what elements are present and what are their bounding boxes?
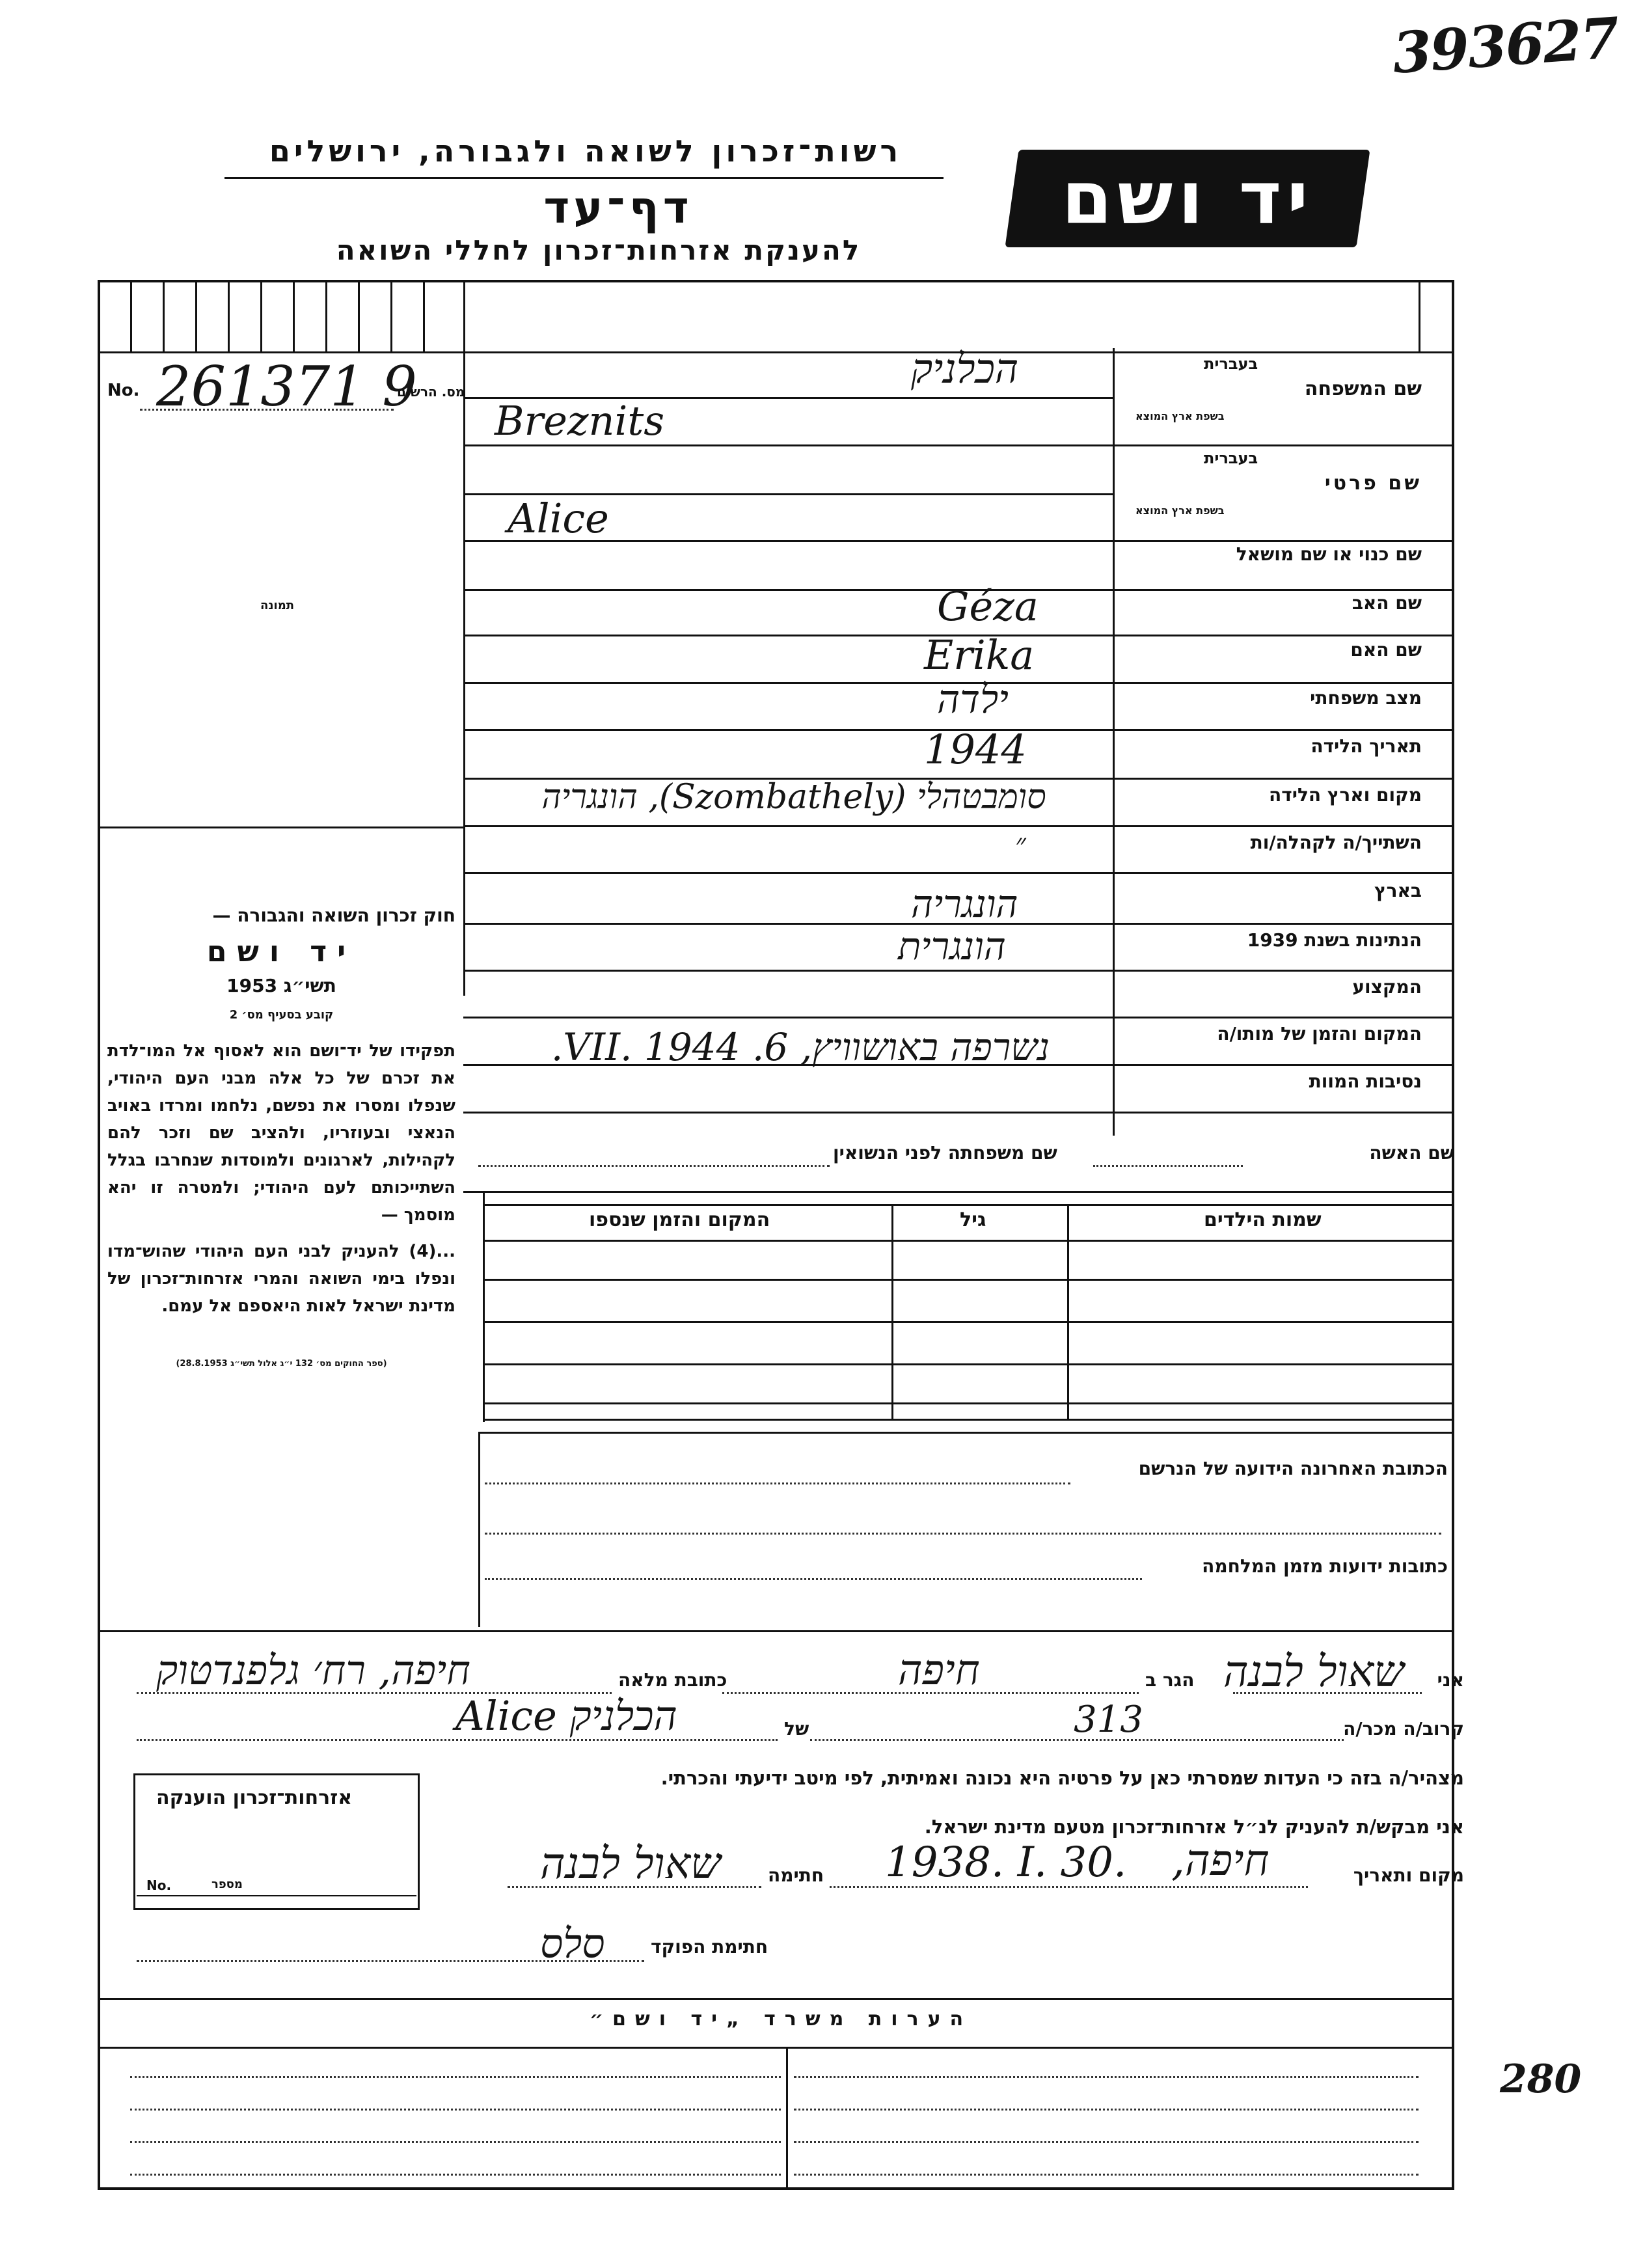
family-name-label: שם המשפחה [1304, 377, 1422, 400]
marital-status-label: מצב משפחתי [1310, 687, 1422, 709]
authority-line: רשות־זכרון לשואה ולגבורה, ירושלים [269, 133, 903, 169]
family-name-hebrew-sublabel: בעברית [1204, 355, 1258, 373]
family-name-local-sublabel: בשפת ארץ המוצא [1135, 410, 1225, 422]
birth-date-label: תאריך הלידה [1311, 735, 1422, 757]
given-name-label: שם פרטי [1324, 472, 1422, 495]
witness-of-label: של [784, 1718, 809, 1740]
death-place-time-label: המקום והזמן של מותו/ה [1217, 1023, 1422, 1045]
citizenship-number-prefix: No. [146, 1878, 172, 1893]
mother-name-label: שם האם [1350, 639, 1422, 661]
form-title: דף־עד [543, 182, 693, 234]
citizenship-1939-value: הונגרית [898, 924, 1006, 968]
law-clause: קובע בסעיף מס׳ 2 [229, 1008, 334, 1022]
marital-status-value: ילדה [937, 677, 1009, 722]
given-name-hebrew-sublabel: בעברית [1204, 449, 1258, 467]
spouse-maiden-label: שם משפחתה לפני הנשואין [833, 1142, 1057, 1164]
yad-vashem-logo [1005, 150, 1370, 247]
photo-label: תמונה [260, 599, 295, 612]
birth-date-value: 1944 [924, 726, 1027, 773]
mother-name-value: Erika [924, 631, 1035, 679]
registration-label: מס. הרשום [397, 384, 465, 400]
authority-underline [224, 177, 944, 179]
witness-request: אני מבקש/ת להעניק לנ״ל אזרחות־זכרון מטעם מדינת ישראל. [924, 1816, 1464, 1838]
officer-signature-label: חתימת הפוקד [651, 1936, 768, 1958]
citizenship-1939-label: הנתינות בשנת 1939 [1247, 929, 1422, 951]
community-value: ״ [1015, 828, 1026, 861]
top-strip-bottom [98, 351, 1454, 353]
death-place-time-value: נשרפה באושוויץ, 6. VII. 1944. [550, 1025, 1050, 1069]
law-title: חוק זכרון השואה והגבורה — [212, 905, 455, 926]
citizenship-granted-title: אזרחות־זכרון הוענקה [156, 1786, 353, 1809]
given-name-local-value: Alice [508, 495, 609, 542]
father-name-label: שם האב [1352, 592, 1422, 614]
children-age-header: גיל [960, 1209, 986, 1231]
logo-text: יד ושם [1061, 156, 1314, 241]
witness-full-address-label: כתובת מלאה [618, 1669, 727, 1691]
country-label: בארץ [1374, 880, 1422, 901]
community-label: השתייך/ה לקהלה/ות [1250, 832, 1422, 853]
office-notes-title: הערות משרד „יד ושם״ [589, 2008, 973, 2030]
form-subtitle: להענקת אזרחות־זכרון לחללי השואה [336, 234, 862, 266]
law-paragraph-2: ...(4) להעניק לבני העם היהודי שהוש־מדו ונפלו בימי השואה והמרי אזרחות־זכרון של מדינת ישראל לאות היאספם אל עמם. [107, 1242, 455, 1316]
law-paragraph-1: תפקידו של יד־ושם הוא לאסוף אל המו־לדת את זכרם של כל אלה מבני העם היהודי, שנפלו ומסרו את נפשם, נלחמו ומרדו באויב הנאצי ובעוזריו, ולהציב שם וזכר להם לקהילות, לארגונים ולמוסדות שנחרבו בגלל השתייכותם לעם היהודי; ולמטרה זו יהא מוסמך — [107, 1041, 455, 1225]
officer-signature: סלס [540, 1920, 605, 1967]
page-number: 280 [1500, 2056, 1582, 2102]
death-circumstances-label: נסיבות המוות [1309, 1071, 1422, 1092]
witness-i-label: אני [1437, 1669, 1464, 1691]
witness-signature: שאול לבנה [540, 1838, 721, 1889]
birth-place-label: מקום וארץ הלידה [1269, 784, 1422, 806]
father-name-value: Géza [937, 582, 1039, 630]
photo-box-bottom [98, 827, 463, 828]
witness-of-value: הכלניק Alice [455, 1692, 677, 1740]
law-year: תשי״ג 1953 [226, 975, 336, 996]
law-citation: (ספר החוקים מס׳ 132 י״ג אלול תשי״ג 28.8.1953) [176, 1359, 387, 1369]
place-date-label: מקום ותאריך [1353, 1865, 1464, 1886]
family-name-local-value: Breznits [495, 397, 665, 444]
last-address-label: הכתובת האחרונה הידועה של הנרשם [1138, 1458, 1448, 1479]
witness-name: שאול לבנה [1223, 1646, 1404, 1697]
date-value: 1938. I. 30. [885, 1838, 1127, 1887]
registration-prefix: No. [107, 381, 140, 400]
witness-full-address: חיפה, רח׳ גלפנדטוק [156, 1646, 470, 1694]
alias-label: שם כנוי או שם מושאל [1236, 543, 1422, 565]
witness-relative-label: קרוב/ה מכר/ה [1343, 1718, 1464, 1740]
country-value: הונגריה [911, 882, 1018, 926]
spouse-label: שם האשה [1369, 1142, 1454, 1164]
law-name: יד ושם [206, 935, 357, 968]
birth-place-value: סומבטהלי (Szombathely), הונגריה [541, 778, 1046, 817]
family-name-hebrew-value: הכלניק [911, 345, 1019, 392]
law-box [107, 905, 455, 1369]
wartime-address-label: כתובות ידועות מזמן המלחמה [1202, 1555, 1448, 1577]
children-names-header: שמות הילדים [1204, 1209, 1322, 1231]
witness-city: חיפה [898, 1646, 980, 1695]
witness-relation: 313 [1074, 1699, 1143, 1741]
place-value: חיפה, [1171, 1835, 1270, 1885]
witness-declaration: מצהיר/ה בזה כי העדות שמסרתי כאן על פרטיה היא נכונה ואמיתית, לפי מיטב ידיעתי והכרתי. [660, 1767, 1464, 1789]
given-name-local-sublabel: בשפת ארץ המוצא [1135, 504, 1225, 517]
citizenship-number-label: מספר [211, 1878, 243, 1891]
profession-label: המקצוע [1352, 976, 1422, 998]
signature-label: חתימה [768, 1865, 824, 1886]
registration-number: 261371 9 [156, 355, 417, 418]
children-death-header: המקום והזמן שנספו [589, 1209, 770, 1231]
archive-number: 393627 [1390, 5, 1621, 87]
witness-resides-label: הגר ב [1145, 1669, 1195, 1691]
